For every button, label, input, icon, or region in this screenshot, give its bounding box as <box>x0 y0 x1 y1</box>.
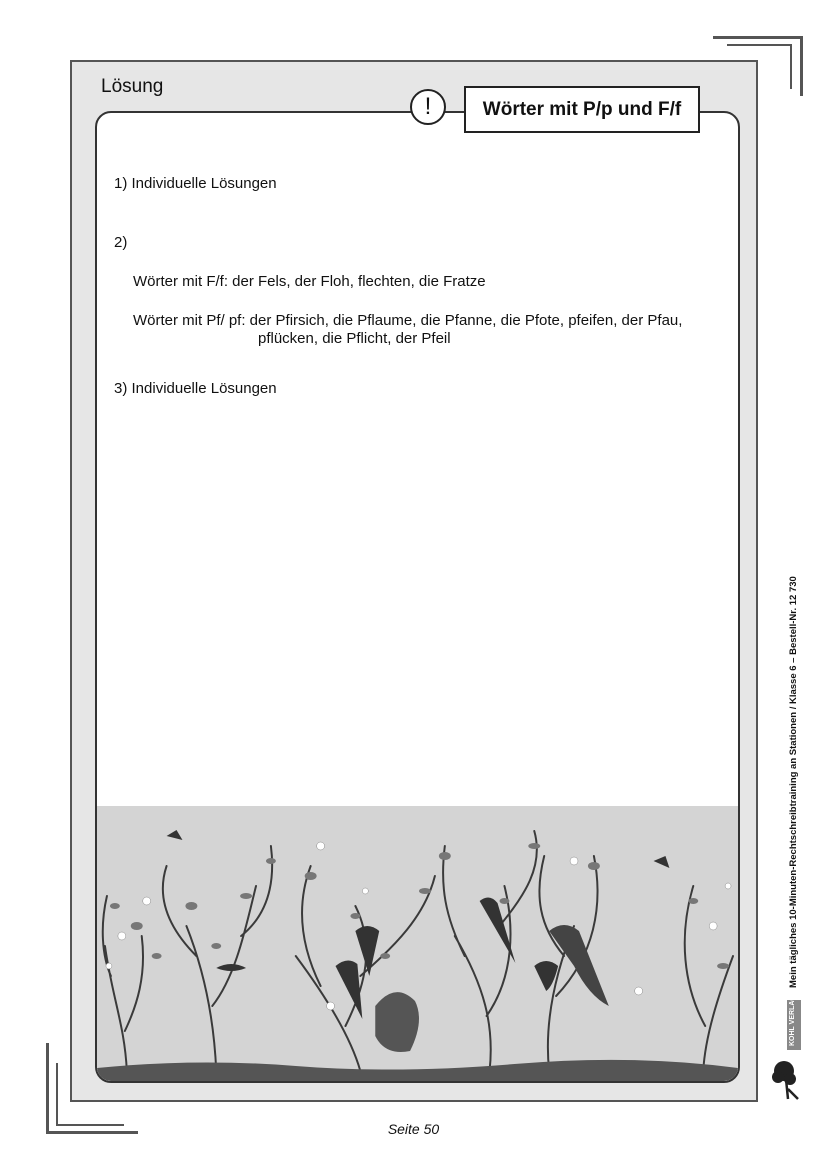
worksheet-title: Wörter mit P/p und F/f <box>464 86 700 133</box>
publisher-logo-text: KOHL VERLAG <box>789 995 796 1046</box>
answer-2-pf-words: Wörter mit Pf/ pf: der Pfirsich, die Pflaume, die Pfanne, die Pfote, pfeifen, der Pfau, <box>133 312 683 329</box>
answer-2-ff-words: Wörter mit F/f: der Fels, der Floh, flechten, die Fratze <box>133 273 486 290</box>
answer-1: 1) Individuelle Lösungen <box>114 175 277 192</box>
answer-2-pf-words-continued: pflücken, die Pflicht, der Pfeil <box>258 330 451 347</box>
publisher-logo <box>787 995 801 1050</box>
answer-2-label: 2) <box>114 234 128 251</box>
garden-illustration-graphic <box>97 806 738 1081</box>
corner-line-bottom-left-v2 <box>56 1063 58 1125</box>
answer-3: 3) Individuelle Lösungen <box>114 380 277 397</box>
tree-logo-icon <box>770 1055 806 1101</box>
series-order-number: Mein tägliches 10-Minuten-Rechtschreibtraining an Stationen / Klasse 6 – Bestell-Nr. 12 730 <box>788 576 799 988</box>
exclamation-icon: ! <box>410 89 446 125</box>
corner-line-top-right-h2 <box>727 44 792 46</box>
page-number: Seite 50 <box>387 1121 440 1137</box>
solution-heading: Lösung <box>101 76 164 97</box>
corner-line-top-right-v1 <box>800 36 803 96</box>
corner-line-bottom-left-v1 <box>46 1043 49 1133</box>
corner-line-top-right-h1 <box>713 36 803 39</box>
chinoiserie-garden-illustration <box>97 806 738 1081</box>
content-panel <box>95 111 740 1083</box>
corner-line-top-right-v2 <box>790 44 792 89</box>
